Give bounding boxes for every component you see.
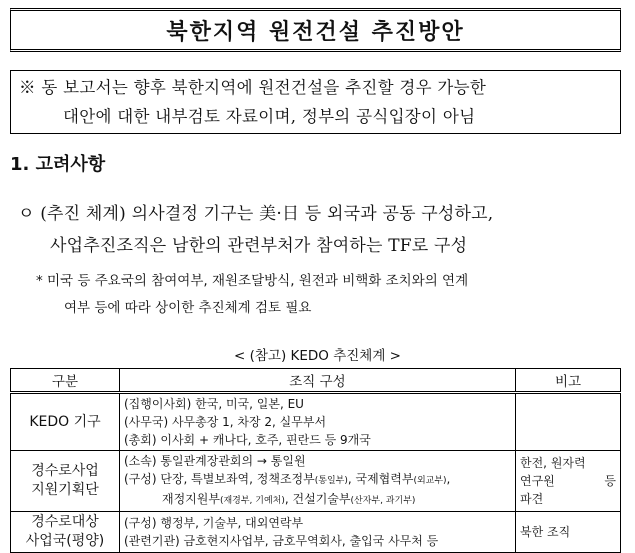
disclaimer-line-2: 대안에 대한 내부검토 자료이며, 정부의 공식입장이 아님 bbox=[63, 107, 476, 126]
row3-category-line: 경수로대상 bbox=[31, 514, 99, 530]
row1-remarks bbox=[516, 393, 621, 451]
row2-line bbox=[124, 490, 511, 510]
row3-category bbox=[11, 512, 120, 553]
row2-text: (구성) 단장, 특별보좌역, 정책조정부 bbox=[124, 472, 315, 486]
row2-remarks-text: 등 bbox=[604, 474, 616, 488]
row2-ministry-tag: (외교부) bbox=[413, 476, 447, 486]
row2-remarks-line: 한전, 원자력 bbox=[520, 456, 586, 470]
table-row bbox=[11, 451, 621, 512]
sub-note-line-1: * 미국 등 주요국의 참여여부, 재원조달방식, 원전과 비핵화 조치와의 연계 bbox=[36, 273, 469, 289]
document-title-box bbox=[10, 8, 621, 52]
row1-category: KEDO 기구 bbox=[11, 393, 120, 451]
row3-line: (구성) 행정부, 기술부, 대외연락부 bbox=[124, 516, 304, 530]
row3-organization bbox=[120, 512, 516, 553]
row2-category bbox=[11, 451, 120, 512]
row2-ministry-tag: (통일부) bbox=[314, 476, 348, 486]
header-category: 구분 bbox=[11, 369, 120, 393]
kedo-structure-table bbox=[10, 368, 621, 553]
bullet-item bbox=[18, 198, 623, 262]
row2-ministry-tag: (재경부, 기예처) bbox=[219, 496, 285, 506]
row2-category-line: 지원기획단 bbox=[31, 482, 99, 498]
row1-line: (총회) 이사회 + 캐나다, 호주, 핀란드 등 9개국 bbox=[124, 433, 371, 447]
bullet-line-1: ㅇ (추진 체계) 의사결정 기구는 美·日 등 외국과 공동 구성하고, bbox=[18, 204, 494, 224]
disclaimer-line-1: ※ 동 보고서는 향후 북한지역에 원전건설을 추진할 경우 가능한 bbox=[19, 78, 487, 97]
row2-remarks-text: 연구원 bbox=[520, 474, 555, 488]
row2-text: , 국제협력부 bbox=[347, 472, 414, 486]
row1-organization bbox=[120, 393, 516, 451]
section-heading: 1. 고려사항 bbox=[10, 154, 106, 175]
row2-text: 재정지원부 bbox=[162, 492, 220, 506]
row2-ministry-tag: (산자부, 과기부) bbox=[350, 496, 416, 506]
sub-note-line-2: 여부 등에 따라 상이한 추진체계 검토 필요 bbox=[64, 300, 312, 316]
row3-category-line: 사업국(평양) bbox=[25, 533, 105, 549]
table-row bbox=[11, 512, 621, 553]
row2-category-line: 경수로사업 bbox=[31, 463, 99, 479]
row3-remarks: 북한 조직 bbox=[516, 512, 621, 553]
sub-note bbox=[36, 268, 626, 322]
row2-line: (소속) 통일관계장관회의 → 통일원 bbox=[124, 454, 306, 468]
table-header-row bbox=[11, 369, 621, 393]
row2-organization bbox=[120, 451, 516, 512]
row1-line: (사무국) 사무총장 1, 차장 2, 실무부서 bbox=[124, 415, 327, 429]
disclaimer-box bbox=[10, 70, 621, 134]
row2-remarks bbox=[516, 451, 621, 512]
row2-remarks-line bbox=[520, 472, 616, 490]
row2-remarks-line: 파견 bbox=[520, 492, 544, 506]
table-row bbox=[11, 393, 621, 451]
document-title: 북한지역 원전건설 추진방안 bbox=[166, 19, 465, 45]
header-organization: 조직 구성 bbox=[120, 369, 516, 393]
row2-line bbox=[124, 470, 511, 490]
row1-line: (집행이사회) 한국, 미국, 일본, EU bbox=[124, 397, 304, 411]
row2-text: , 건설기술부 bbox=[284, 492, 351, 506]
row3-line: (관련기관) 금호현지사업부, 금호무역회사, 출입국 사무처 등 bbox=[124, 534, 439, 548]
bullet-line-2: 사업추진조직은 남한의 관련부처가 참여하는 TF로 구성 bbox=[50, 236, 468, 256]
row2-text: , bbox=[446, 472, 451, 486]
table-caption: < (참고) KEDO 추진체계 > bbox=[234, 348, 401, 364]
header-remarks: 비고 bbox=[516, 369, 621, 393]
